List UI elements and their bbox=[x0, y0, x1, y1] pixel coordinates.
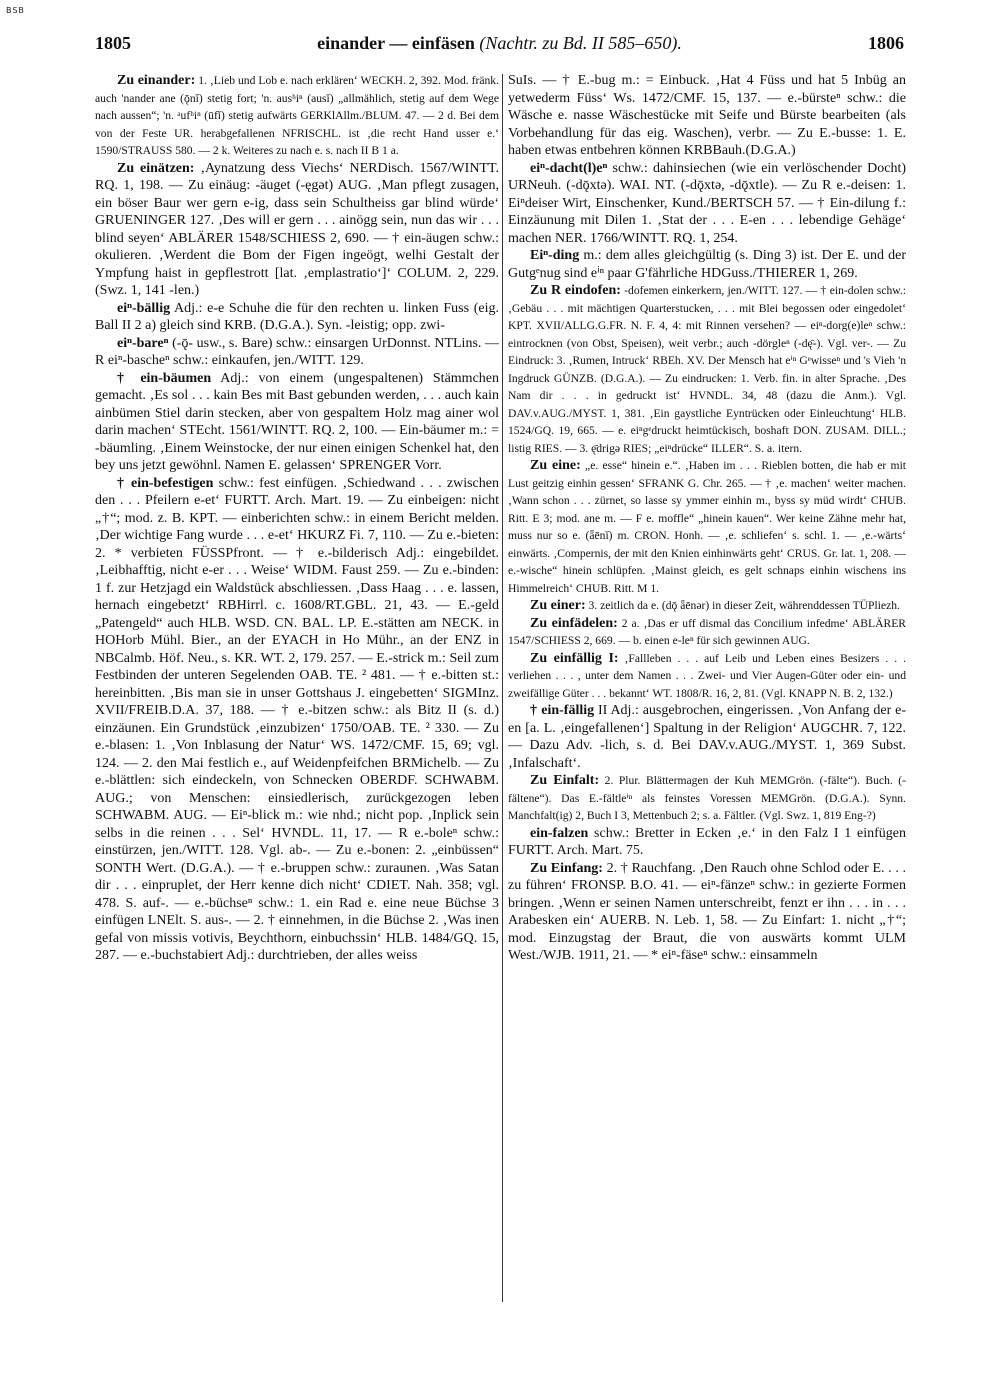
dictionary-entry bbox=[508, 860, 906, 965]
entry-headword: Zu R eindofen: bbox=[530, 283, 621, 298]
entry-headword: Zu einfädelen: bbox=[530, 615, 618, 631]
entry-headword: Zu einfällig I: bbox=[530, 650, 619, 666]
page-number-left: 1805 bbox=[95, 33, 131, 53]
dictionary-entry bbox=[95, 300, 499, 335]
entry-headword: † ein-befestigen bbox=[117, 475, 214, 491]
entry-body: -dofemen einkerkern, jen./WITT. 127. — † ein-dolen schw.: ‚Gebäu . . . mit mächtigen Quarterstucken, . . . mit Blei begossen oder eingedolet‘ KPT. XVII/ALLG.G.FR. N. F. 4, 4: mit Rinnen versehen? — eiⁿ-dorg(e)leⁿ schw.: eintrocknen (von Obst, Speisen), weit verbr.; auch -dörgleⁿ (-dę̄-). Vgl. ver-. — Zu Eindruck: 3. ‚Rumen, Intruck‘ RBEh. XV. Der Mensch hat eⁱⁿ Gᵉwisseⁿ und 's Vieh 'n Ingdruck GÜNZB. (D.G.A.). — Zu eindrucken: 1. Verb. fin. in alter Sprache. ‚Des Nam dir . . . in gedruckt ist‘ HVNDL. 34, 48 (dazu die Anm.). Vgl. DAV.v.AUG./MYST. 1, 381. ‚Ein gaystliche Eyntrücken oder Einleuchtung‘ HLB. 1524/GQ. 19, 665. — e. eiⁿgᵉdruckt heimtückisch, boshaft DON. ZUSAM. DILL.; listig RIES. — 3. ę̄drigə RIES; „eiⁿdrücke“ ILLER“. S. a. itern. bbox=[508, 284, 906, 455]
entry-headword: † ein-bäumen bbox=[117, 370, 212, 386]
entry-body: m.: dem alles gleichgültig (s. Ding 3) ist. Der E. und der Gutgᵉnug sind eⁱⁿ paar G'fährliche HDGuss./THIERER 1, 269. bbox=[508, 248, 906, 281]
dictionary-entry bbox=[508, 615, 906, 650]
entry-body: (-ǭ- usw., s. Bare) schw.: einsargen UrDonnst. NTLins. — R eiⁿ-bascheⁿ schw.: einkaufen, jen./WITT. 129. bbox=[95, 335, 499, 368]
entry-headword: eiⁿ-bällig bbox=[117, 300, 171, 316]
entry-headword: Zu einander: bbox=[117, 73, 196, 88]
entry-body: Adj.: von einem (ungespaltenen) Stämmchen gemacht. ‚Es sol . . . kain Bes mit Bast gebunden werden, . . . auch kain ainbümen Stiel darin stecken, aber von gespaltem Holz mag ainer wol darin machen‘ STEcht. 1561/WINTT. RQ. 2, 100. — Ein-bäumer m.: = -bäumling. ‚Einem Weinstocke, der nur einen einigen Schenkel hat, den bey uns jetzt gewöhnl. Namen E. gelassen‘ SPRENGER Vorr. bbox=[95, 370, 499, 473]
dictionary-entry bbox=[95, 335, 499, 370]
page-header bbox=[95, 30, 904, 56]
entry-body: schw.: dahinsiechen (wie ein verlöschender Docht) URNeuh. (-dǭxtə). WAI. NT. (-dǭxtə, -dǭxtle). — Zu R e.-deisen: 1. Eiⁿdeiser Wirt, Einschenker, Kund./BERTSCH 57. — † Ein-dilung f.: Einzäunung mit Dilen 1. ‚Stat der . . . E-en . . . lebendige Gehäge‘ machen NER. 1766/WINTT. RQ. 1, 254. bbox=[508, 160, 906, 246]
entry-headword: † ein-fällig bbox=[530, 703, 595, 718]
entry-headword: eiⁿ-bareⁿ bbox=[117, 335, 169, 351]
dictionary-entry bbox=[508, 282, 906, 457]
entry-headword: ein-falzen bbox=[530, 825, 589, 841]
dictionary-entry bbox=[95, 370, 499, 475]
entry-headword: Eiⁿ-ding bbox=[530, 248, 580, 263]
dictionary-entry bbox=[508, 457, 906, 597]
dictionary-entry bbox=[508, 597, 906, 615]
dictionary-entry bbox=[508, 825, 906, 860]
dictionary-entry bbox=[95, 475, 499, 965]
entry-body: 3. zeitlich da e. (dǭ ǟēnər) in dieser Zeit, währenddessen TÜPliezh. bbox=[585, 599, 900, 612]
entry-headword: Zu eine: bbox=[530, 458, 581, 473]
running-head-note: (Nachtr. zu Bd. II 585–650). bbox=[479, 33, 682, 53]
entry-headword: Zu Einfalt: bbox=[530, 773, 600, 788]
entry-body: ‚Fallleben . . . auf Leib und Leben eines Besizers . . . verliehen . . . , unter dem Namen . . . Zwei- und Vier Augen-Güter oder ein- und zweifällige Güter . . . bekannt‘ WT. 1808/R. 16, 2, 81. (Vgl. KNAPP N. B. 2, 132.) bbox=[508, 651, 906, 700]
entry-body: 2. † Rauchfang. ‚Den Rauch ohne Schlod oder E. . . . zu führen‘ FRONSP. B.O. 41. — eiⁿ-fänzeⁿ schw.: in gezierte Formen bringen. ‚Wenn er seinen Namen unterschreibt, fenzt er ihn . . . in . . . Arabesken ein‘ AUERB. N. Leb. 1, 58. — Zu Einfart: 1. nicht „†“; mod. Einzugstag der Braut, die von auswärts kommt ULM West./WJB. 1911, 21. — * eiⁿ-fäseⁿ schw.: einsammeln bbox=[508, 860, 906, 963]
entry-headword: Zu Einfang: bbox=[530, 860, 603, 876]
running-head bbox=[95, 30, 904, 56]
entry-headword: eiⁿ-dacht(l)eⁿ bbox=[530, 160, 608, 176]
entry-body: 2 a. ‚Das er uff dismal das Concilium infedme‘ ABLÄRER 1547/SCHIESS 2, 669. — b. einen e-leⁿ für sich gewinnen AUG. bbox=[508, 616, 906, 647]
entry-body: II Adj.: ausgebrochen, eingerissen. ‚Von Anfang der e-en [a. L. ‚eingefallenen‘] Spaltung in der Religion‘ AUGCHR. 7, 122. — Dazu Adv. -lich, s. d. Bei DAV.v.AUG./MYST. 1, 369 Subst. ‚Infalschaft‘. bbox=[508, 703, 906, 771]
running-head-title: einander — einfäsen bbox=[317, 33, 475, 53]
dictionary-entry bbox=[95, 160, 499, 300]
left-column bbox=[95, 72, 499, 1377]
library-mark: BSB bbox=[6, 6, 25, 15]
entry-body: Adj.: e-e Schuhe die für den rechten u. linken Fuss (eig. Ball II 2 a) gleich sind KRB. (D.G.A.). Syn. -leistig; opp. zwi- bbox=[95, 300, 499, 333]
dictionary-entry bbox=[508, 72, 906, 160]
page-number-right: 1806 bbox=[868, 33, 904, 53]
entry-body: 1. ‚Lieb und Lob e. nach erklären‘ WECKH. 2, 392. Mod. fränk. auch 'nander ane (ǭnĭ) stetig fort; 'n. ausʰiⁿ (ausĭ) „allmählich, stetig auf dem Wege nach aussen“; 'n. ᵃufʰiⁿ (ūfĭ) stetig aufwärts GERKlAllm./BLUM. 47. — 2 d. Bei dem von der Feste UR. herabgefallenen NFRISCHL. ist ‚die recht Hand usser e.‘ 1590/STRAUSS 580. — 2 k. Weiteres zu nach e. s. nach II B 1 a. bbox=[95, 74, 499, 157]
entry-body: „e. esse“ hinein e.“. ‚Haben im . . . Rieblen botten, die hab er mit Lust geitzig einhin gessen‘ SFRANK G. Chr. 265. — † ‚e. machen‘ weiter machen. ‚Wann schon . . . zürnet, so lasse sy ymmer einhin m., byss sy müd wirdt‘ CHUB. Ritt. E 3; mod. ane m. — F e. moffle“ „hinein kauen“. Wer keine Zähne mehr hat, muss nur so e. (ǟēnĭ) m. CRON. Honh. — ‚e. schliefen‘ s. schl. 1. — ‚e.-wärts‘ einwärts. ‚Compernis, der mit den Knien einhinwärts geht‘ CRUS. Gr. lat. 1, 208. — e.-wische“ hinein schlüpfen. ‚Mainst gleich, es gelt schnaps einhin wischens ins Himmelreich‘ CHUB. Ritt. M 1. bbox=[508, 459, 906, 595]
entry-body: 2. Plur. Blättermagen der Kuh MEMGrön. (-fälte“). Buch. (-fältene“). Das E.-fältleⁱⁿ als feinstes Voressen MEMGrön. (D.G.A.). Synn. Manchfalt(ig) 2, Buch I 3, Mettenbuch 2; s. a. Fältler. (Vgl. Swz. 1, 819 Eng-?) bbox=[508, 774, 906, 822]
entry-headword: Zu einer: bbox=[530, 598, 586, 613]
entry-body: ‚Aynatzung dess Viechs‘ NERDisch. 1567/WINTT. RQ. 1, 198. — Zu einäug: -äuget (-ęgət) AUG. ‚Man pflegt zusagen, ein böser Baur wer gern e-ig, dass sein Schultheiss gar blind würde‘ GRUENINGER 127. ‚Des will er gern . . . ainögg sein, nun das wir . . . blind seyen‘ ABLÄRER 1548/SCHIESS 2, 690. — † ein-äugen schw.: okulieren. ‚Werdent die Bom der Figen ingeögt, welhi Gestalt der Ympfung haist in gepflestrott [lat. ‚emplastratio‘]‘ COLUM. 2, 229. (Swz. 1, 141 -len.) bbox=[95, 160, 499, 298]
dictionary-entry bbox=[95, 72, 499, 160]
dictionary-entry bbox=[508, 650, 906, 703]
dictionary-entry bbox=[508, 772, 906, 825]
entry-body: SuIs. — † E.-bug m.: = Einbuck. ‚Hat 4 Füss und hat 5 Inbüg an yetwederm Füss‘ Ws. 1472/CMF. 15, 137. — e.-bürsteⁿ schw.: die Wäsche e. nasse Wäschestücke mit Seife und Bürste bearbeiten (als Vorbehandlung für das eig. Waschen), verbr. — Zu E.-busse: 1. E. haben etwas entbehren können KRBBauh.(D.G.A.) bbox=[508, 73, 906, 158]
dictionary-entry bbox=[508, 702, 906, 772]
column-divider bbox=[502, 74, 503, 1302]
dictionary-entry bbox=[508, 160, 906, 248]
dictionary-entry bbox=[508, 247, 906, 282]
right-column bbox=[508, 72, 906, 1377]
entry-body: schw.: fest einfügen. ‚Schiedwand . . . zwischen den . . . Pfeilern e-et‘ FURTT. Arch. Mart. 19. — Zu einbeigen: nicht „†“; mod. z. B. KPT. — einberichten schw.: in einem Bericht melden. ‚Der wichtige Fang wurde . . . e-et‘ HKURZ Fi. 7, 110. — Zu e.-bieten: 2. * verbieten FÜSSPfront. — † e.-bilderisch Adj.: eingebildet. ‚Leibhafftig, nicht e-er . . . Weise‘ WIDM. Faust 259. — Zu e.-binden: 1 f. zur Hetzjagd ein Waldstück abschliessen. ‚Dass Haag . . . e. lassen, hernach eingebetzt‘ RBHirrl. c. 1608/RT.GBL. 21, 43. — E.-geld „Patengeld“ auch HLB. WSD. CN. BAL. LP. E.-stätten am NECK. in HOHorb Mühl. Bier., an der EYACH in Ho Mühr., an der ENZ in NBCalmb. Höf. Neu., s. KR. WT. 2, 179. 257. — E.-strick m.: Seil zum Festbinden der unteren Segelenden OAB. TE. ² 481. — † e.-bitten st.: hereinbitten. ‚Bis man sie in unser Gottshaus J. eingebetten‘ SIGMInz. XVII/FREIB.D.A. 37, 188. — † e.-bitzen schw.: als Bitz II (s. d.) einzäunen. Ein Grundstück ‚einzubizen‘ 1750/OAB. TE. ² 330. — Zu e.-blasen: 1. ‚Von Inblasung der Natur‘ WS. 1472/CMF. 15, 69; vgl. 124. — 2. den Mai festlich e., auf Weidenpfeifchen BRMichelb. — Zu e.-blättlen: sich eindeckeln, von Schnecken OBERDF. SCHWABM. AUG.; von Menschen: einsiedlerisch, zurückgezogen leben SCHWABM. AUG. — Eiⁿ-blick m.: wie nhd.; nicht pop. ‚Inplick sein selbs in die reinen . . . Sel‘ HVNDL. 11, 17. — R e.-boleⁿ schw.: einstürzen, jen./WITT. 128. Vgl. ab-. — Zu e.-bonen: 2. „einbüssen“ SONTH Wert. (D.G.A.). — † e.-bruppen schw.: zuraunen. ‚Was Satan dir . . . einpruplet, der Herr kenne dich nicht‘ CDIET. Nah. 358; vgl. 478. S. auf-. — e.-büchseⁿ schw.: 1. ein Rad e. eine neue Büchse 3 einfügen LNElt. S. aus-. — 2. † einnehmen, in die Büchse 2. ‚Was inen gefal von missis votivis, Beychthorn, einbuchssin‘ HLB. 1484/GQ. 15, 287. — e.-buchstabiert Adj.: durchtrieben, der alles weiss bbox=[95, 475, 499, 963]
entry-body: schw.: Bretter in Ecken ‚e.‘ in den Falz I 1 einfügen FURTT. Arch. Mart. 75. bbox=[508, 825, 906, 858]
entry-headword: Zu einätzen: bbox=[117, 160, 195, 176]
